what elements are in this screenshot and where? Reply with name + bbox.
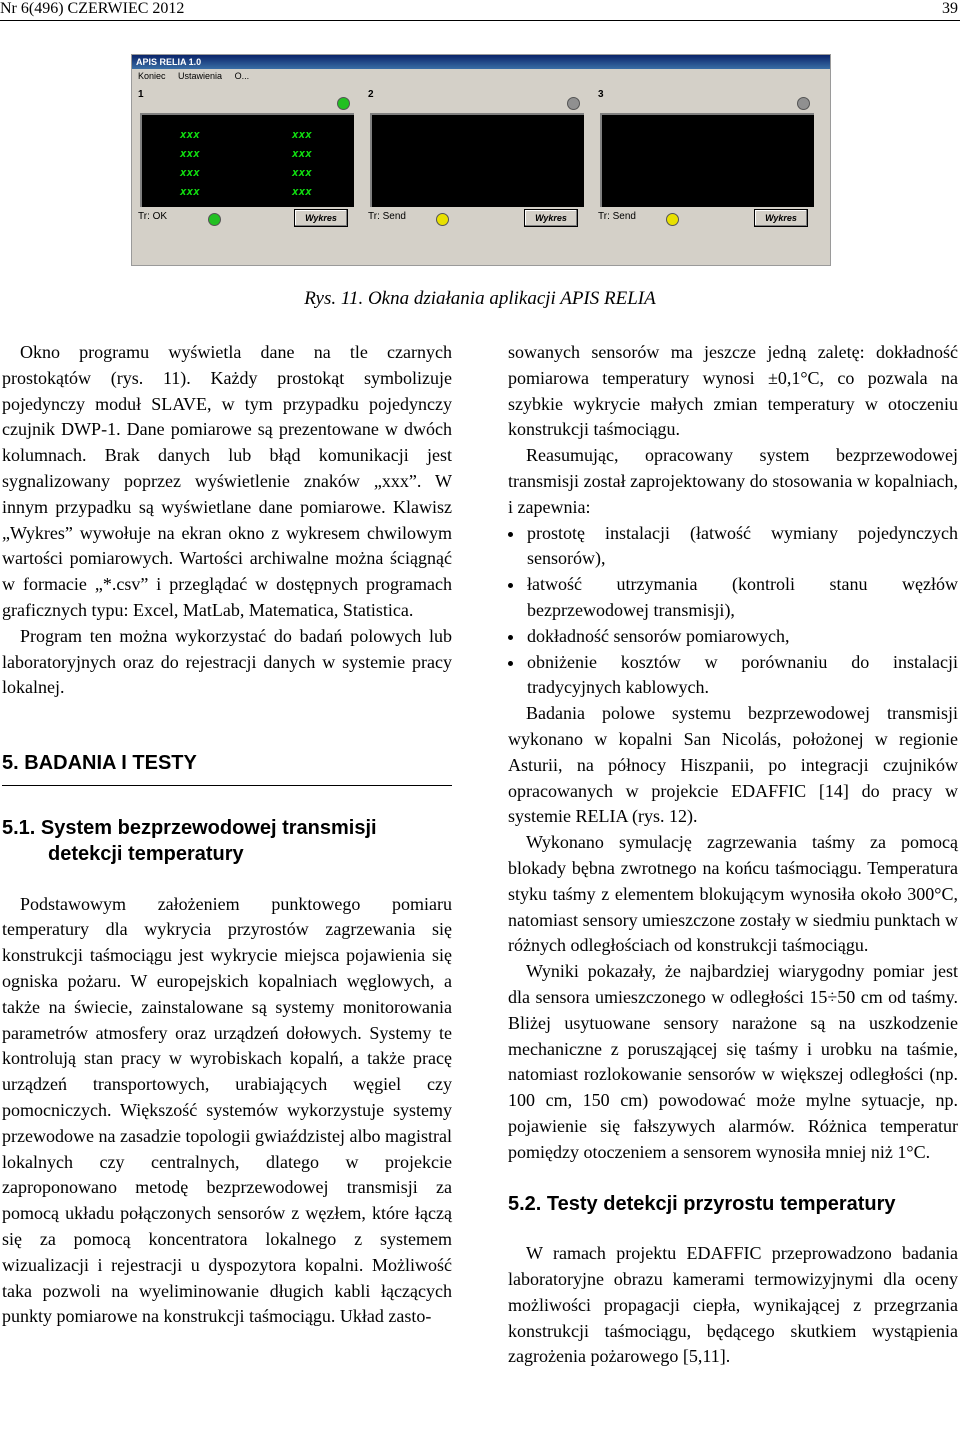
transmission-status: Tr: OK [138, 211, 168, 222]
data-value: xxx [292, 185, 312, 198]
slave-panel-2 [366, 87, 586, 231]
data-value: xxx [180, 166, 200, 179]
data-screen [600, 113, 814, 207]
panel-number: 3 [598, 89, 604, 100]
paragraph: Podstawowym założeniem punktowego pomiaru temperatury dla wykrycia przyrostów zagrzewania się konstrukcji taśmociągu jest wykrycie miejsca pojawienia się ogniska pożaru. W europejskich kopalniach węglowych, a także na świecie, zainstalowane są systemy monitorowania parametrów atmosfery oraz urządzeń dołowych. Systemy te kontrolują stan pracy w wyrobiskach kopalń, a także pracę urządzeń transportowych, urabiających węgiel czy pomocniczych. Większość systemów wykorzystuje systemy przewodowe na zasadzie topologii gwiaździstej albo magistral lokalnych czy centralnych, dlatego w projekcie zaproponowano metodę bezprzewodowej transmisji za pomocą układu połączonych sensorów z węzłem, które łączą się za pomocą koncentratora lokalnego z systemem wizualizacji i rejestracji u dyspozytora kopalni. Możliwość taka pozwoli na wyeliminowanie długich kabli łączących punkty pomiarowe na konstrukcji taśmociągu. Układ zasto- [2, 893, 452, 1327]
paragraph: W ramach projektu EDAFFIC przeprowadzono badania laboratoryjne obrazu kamerami termowizyjnymi dla oceny możliwości propagacji ciepła, wynikającej z przegrzania konstrukcji taśmociągu, będącego skutkiem wystąpienia zagrożenia pożarowego [5,11]. [508, 1243, 958, 1367]
data-value: xxx [180, 185, 200, 198]
paragraph: Program ten można wykorzystać do badań polowych lub laboratoryjnych oraz do rejestracji danych w systemie pracy lokalnej. [2, 625, 452, 698]
right-column [508, 340, 958, 1370]
list-item: • prostotę instalacji (łatwość wymiany pojedynczych sensorów), [525, 521, 958, 573]
left-column [2, 340, 452, 1330]
transmission-led-icon [666, 213, 679, 226]
transmission-led-icon [208, 213, 221, 226]
panel-number: 2 [368, 89, 374, 100]
data-value: xxx [292, 166, 312, 179]
transmission-led-icon [436, 213, 449, 226]
paragraph: Okno programu wyświetla dane na tle czarnych prostokątów (rys. 11). Każdy prostokąt symbolizuje pojedynczy moduł SLAVE, w tym przypadku pojedynczy czujnik DWP-1. Dane pomiarowe są prezentowane w dwóch kolumnach. Brak danych lub błąd komunikacji jest sygnalizowany poprzez wyświetlenie znaków „xxx”. W innym przypadku są wyświetlane dane pomiarowe. Klawisz „Wykres” wywołuje na ekran okno z wykresem chwilowym wartości pomiarowych. Wartości archiwalne można ściągnąć w formacie „*.csv” i przeglądać w dostępnych programach graficznych typu: Excel, MatLab, Matematica, Statistica. [2, 342, 452, 620]
status-led-icon [567, 97, 580, 110]
subsection-heading-cont: detekcji temperatury [48, 842, 244, 865]
subsection-heading: 5.2. Testy detekcji przyrostu temperatury [508, 1192, 896, 1215]
paragraph: Badania polowe systemu bezprzewodowej transmisji wykonano w kopalni San Nicolás, położonej w regionie Asturii, na północy Hiszpanii, po integracji czujników opracowanych w projekcie EDAFFIC [14] do pracy w systemie RELIA (rys. 12). [508, 703, 958, 827]
data-screen [140, 113, 354, 207]
paragraph: Wyniki pokazały, że najbardziej wiarygodny pomiar jest dla sensora umieszczonego w odległości 15÷50 cm od taśmy. Bliżej usytuowane sensory narażone są na uszkodzenie mechaniczne z porusząjącej się taśmy i urobku na taśmie, natomiast rozlokowanie sensorów w większej odległości (np. 100 cm, 150 cm) powodować może mylne sytuacje, np. pojawienie się fałszywych alarmów. Różnica temperatur pomiędzy otoczeniem a sensorem wynosiła mniej niż 1°C. [508, 961, 958, 1162]
app-titlebar: APIS RELIA 1.0 [132, 55, 830, 69]
page-number: 39 [942, 0, 958, 17]
menu-item-about[interactable]: O... [234, 71, 250, 81]
section-heading: 5. BADANIA I TESTY [2, 752, 197, 775]
slave-panel-3 [596, 87, 816, 231]
wykres-button[interactable]: Wykres [754, 209, 808, 227]
wykres-button[interactable]: Wykres [294, 209, 348, 227]
subsection-heading: 5.1. System bezprzewodowej transmisji [2, 816, 377, 839]
status-led-icon [797, 97, 810, 110]
menu-item-ustawienia[interactable]: Ustawienia [178, 71, 223, 81]
app-menubar [132, 69, 830, 83]
list-item: • obniżenie kosztów w porównaniu do instalacji tradycyjnych kablowych. [525, 650, 958, 702]
data-value: xxx [292, 147, 312, 160]
journal-issue: Nr 6(496) CZERWIEC 2012 [0, 0, 185, 17]
list-item: • dokładność sensorów pomiarowych, [525, 624, 958, 650]
bullet-list [508, 521, 958, 702]
panel-number: 1 [138, 89, 144, 100]
paragraph: sowanych sensorów ma jeszcze jedną zaletę: dokładność pomiarowa temperatury wynosi ±0,1°C, co pozwala na szybkie wykrycie małych zmian temperatury w otoczeniu konstrukcji taśmociągu. [508, 342, 958, 440]
data-column-1 [180, 125, 200, 201]
data-column-2 [292, 125, 312, 201]
menu-item-koniec[interactable]: Koniec [138, 71, 166, 81]
page-header [0, 0, 960, 21]
transmission-status: Tr: Send [368, 211, 406, 222]
data-value: xxx [180, 128, 200, 141]
app-screenshot [131, 54, 831, 266]
data-screen [370, 113, 584, 207]
figure-caption: Rys. 11. Okna działania aplikacji APIS RELIA [304, 288, 656, 309]
paragraph: Wykonano symulację zagrzewania taśmy za pomocą blokady bębna zwrotnego na końcu taśmociągu. Temperatura styku taśmy z elementem blokującym wynosiła około 300°C, natomiast sensory umieszczone zostały w siedmiu punktach w różnych odległościach od konstrukcji taśmociągu. [508, 832, 958, 956]
list-item: • łatwość utrzymania (kontroli stanu węzłów bezprzewodowej transmisji), [525, 572, 958, 624]
data-value: xxx [180, 147, 200, 160]
status-led-icon [337, 97, 350, 110]
slave-panel-1 [136, 87, 356, 231]
transmission-status: Tr: Send [598, 211, 636, 222]
data-value: xxx [292, 128, 312, 141]
wykres-button[interactable]: Wykres [524, 209, 578, 227]
paragraph: Reasumując, opracowany system bezprzewodowej transmisji został zaprojektowany do stosowania w kopalniach, i zapewnia: [508, 445, 958, 517]
